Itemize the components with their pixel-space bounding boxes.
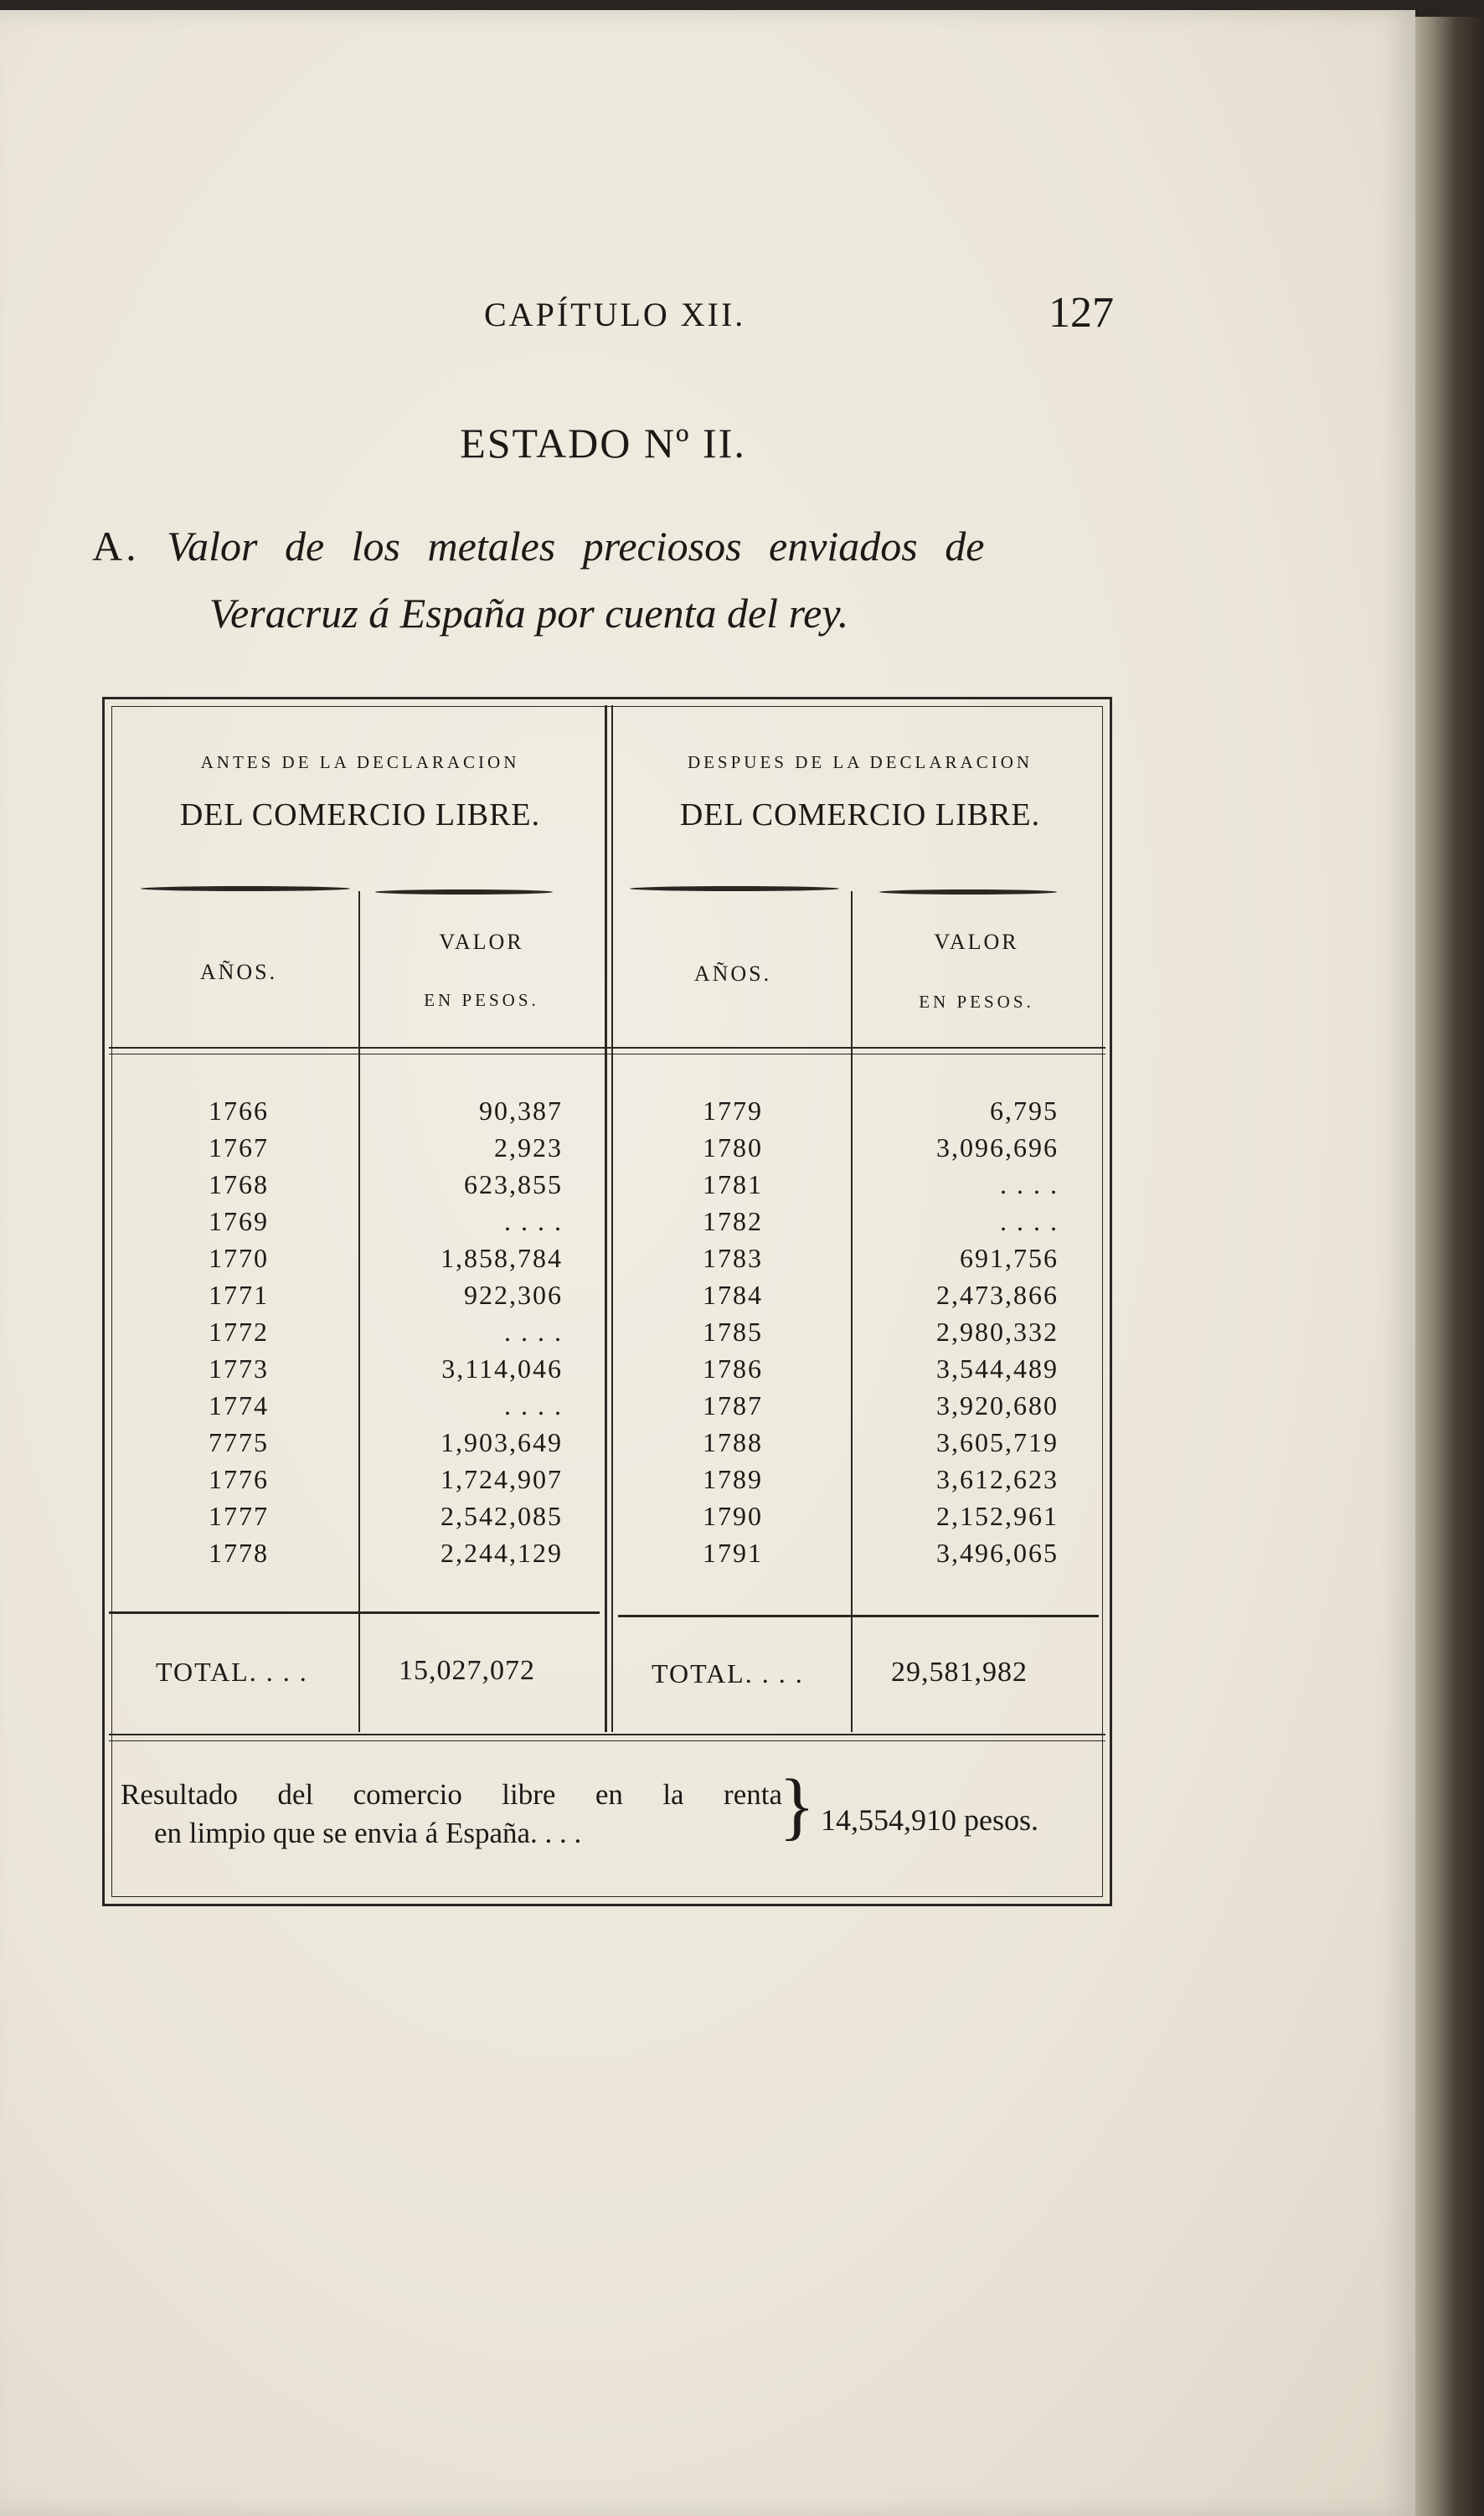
left-row-year: 1773 [209,1353,269,1384]
caption-line-2: Veracruz á España por cuenta del rey. [209,590,849,637]
left-year-header: AÑOS. [199,960,278,984]
right-row-value: 2,473,866 [936,1280,1059,1310]
left-row-year: 1772 [209,1317,269,1347]
right-row-year: 1785 [703,1317,763,1347]
result-value: 14,554,910 pesos. [821,1803,1038,1837]
section-divider [605,705,607,1732]
left-row-value: 2,923 [494,1132,563,1163]
right-row-year: 1788 [703,1427,763,1457]
left-row-value: 623,855 [464,1169,563,1199]
left-row-year: 1774 [209,1390,269,1420]
right-row-year: 1783 [703,1243,763,1273]
left-row-year: 7775 [209,1427,269,1457]
estado-heading: ESTADO Nº II. [460,420,746,467]
left-row-value: . . . . [504,1390,563,1420]
left-row-year: 1768 [209,1169,269,1199]
left-row-value: 1,903,649 [441,1427,563,1457]
right-value-subheader: EN PESOS. [919,992,1034,1012]
right-row-value: 3,496,065 [936,1538,1059,1568]
left-row-value: 3,114,046 [441,1353,563,1384]
left-row-value: 1,724,907 [441,1464,563,1494]
right-year-header: AÑOS. [693,962,772,986]
left-row-value: . . . . [504,1206,563,1236]
right-row-year: 1791 [703,1538,763,1568]
result-rule-thin [109,1740,1105,1741]
right-row-value: 3,920,680 [936,1390,1059,1420]
left-total-value: 15,027,072 [399,1655,535,1686]
left-row-year: 1767 [209,1132,269,1163]
right-row-year: 1779 [703,1096,763,1126]
left-row-year: 1769 [209,1206,269,1236]
right-row-year: 1782 [703,1206,763,1236]
right-row-value: 3,544,489 [936,1353,1059,1384]
right-section-small: DESPUES DE LA DECLARACION [687,752,1033,772]
right-total-value: 29,581,982 [891,1657,1028,1688]
result-line-1: Resultado del comercio libre en la renta [121,1778,782,1811]
swash-ornament [375,889,553,895]
left-section-small: ANTES DE LA DECLARACION [200,752,520,772]
right-row-year: 1790 [703,1501,763,1531]
right-row-value: 2,152,961 [936,1501,1059,1531]
result-text [121,1776,782,1853]
left-value-subheader: EN PESOS. [424,990,539,1010]
total-rule-left [109,1611,600,1614]
left-row-value: 922,306 [464,1280,563,1310]
right-row-year: 1780 [703,1132,763,1163]
right-section-big: DEL COMERCIO LIBRE. [679,797,1041,833]
result-line-2: en limpio que se envia á España. . . . [154,1817,582,1849]
right-row-value: 3,605,719 [936,1427,1059,1457]
right-row-value: 3,612,623 [936,1464,1059,1494]
left-row-value: 2,244,129 [441,1538,563,1568]
right-value-header: VALOR [934,930,1019,954]
left-row-year: 1766 [209,1096,269,1126]
left-row-value: . . . . [504,1317,563,1347]
book-page [0,10,1415,2516]
left-row-year: 1778 [209,1538,269,1568]
result-rule [109,1734,1105,1735]
right-row-year: 1789 [703,1464,763,1494]
left-row-year: 1771 [209,1280,269,1310]
page-number: 127 [1049,289,1114,337]
swash-ornament [879,889,1057,895]
right-total-label: TOTAL. . . . [652,1658,804,1689]
right-row-value: 2,980,332 [936,1317,1059,1347]
right-row-year: 1781 [703,1169,763,1199]
left-value-header: VALOR [439,930,524,954]
right-row-value: 3,096,696 [936,1132,1059,1163]
left-row-value: 1,858,784 [441,1243,563,1273]
right-row-value: 691,756 [960,1243,1059,1273]
left-row-value: 90,387 [479,1096,563,1126]
left-section-header [117,752,603,833]
right-row-value: . . . . [1000,1206,1059,1236]
left-row-year: 1776 [209,1464,269,1494]
right-row-year: 1784 [703,1280,763,1310]
caption-line-1: Valor de los metales preciosos enviados de [167,523,985,570]
left-row-value: 2,542,085 [441,1501,563,1531]
swash-ornament [141,886,350,891]
total-rule-right [618,1615,1099,1617]
right-row-value: 6,795 [990,1096,1059,1126]
table-caption [92,513,1131,647]
left-section-big: DEL COMERCIO LIBRE. [179,797,541,833]
right-section-header [613,752,1107,833]
left-row-year: 1770 [209,1243,269,1273]
result-brace: } [779,1765,816,1848]
right-row-year: 1786 [703,1353,763,1384]
right-row-value: . . . . [1000,1169,1059,1199]
header-rule [109,1047,1105,1049]
swash-ornament [630,886,839,891]
left-total-label: TOTAL. . . . [156,1657,308,1687]
chapter-title: CAPÍTULO XII. [484,296,746,333]
right-row-year: 1787 [703,1390,763,1420]
caption-label: A. [92,523,140,570]
left-row-year: 1777 [209,1501,269,1531]
